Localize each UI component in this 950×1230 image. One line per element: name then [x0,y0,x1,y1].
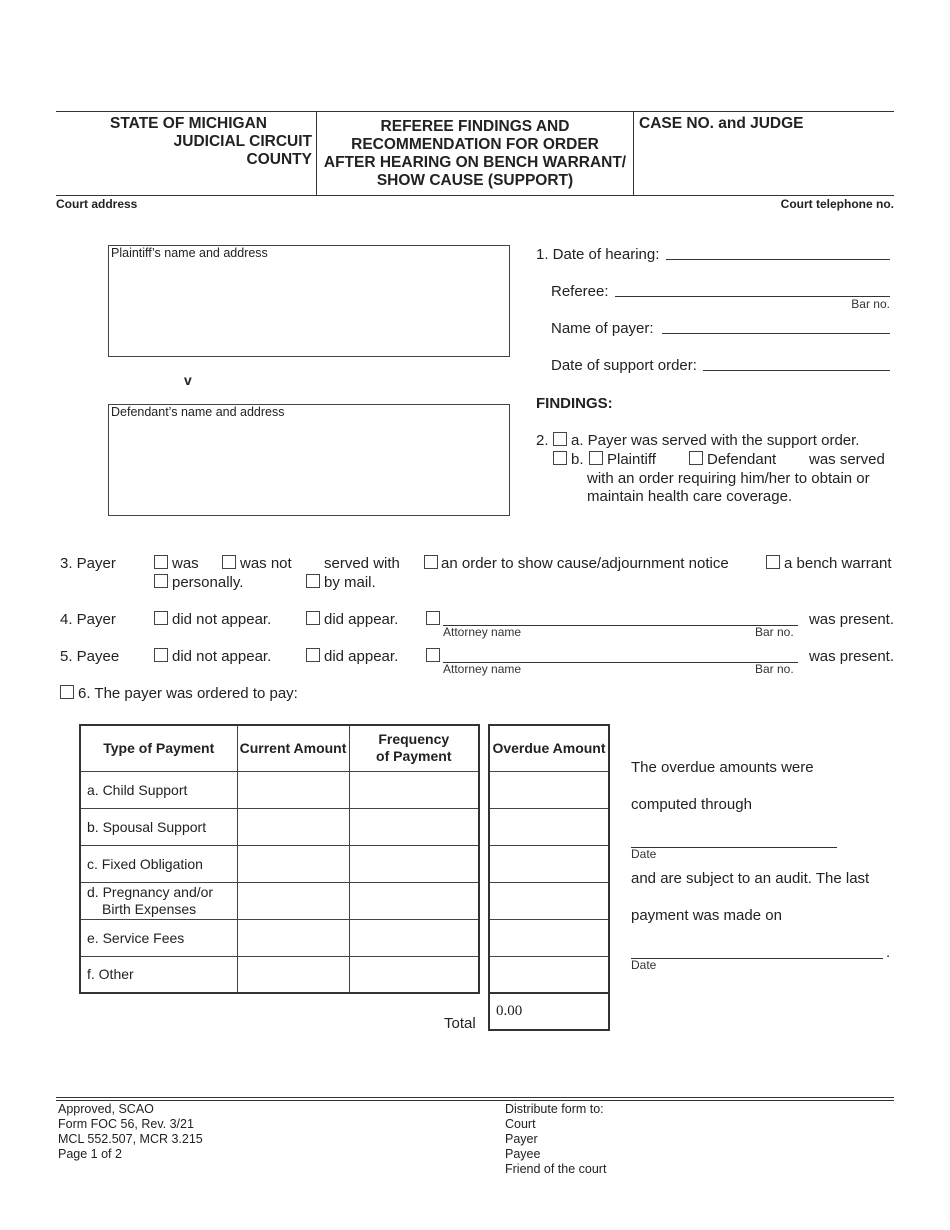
item3-label: 3. Payer [60,555,116,572]
overdue-amount-cell[interactable] [489,956,609,993]
payment-table-header [80,725,479,771]
current-amount-cell[interactable] [237,882,349,919]
item2a-text: a. Payer was served with the support order. [571,432,860,449]
court-address-label: Court address [56,197,138,211]
name-of-payer-label: Name of payer: [551,320,654,337]
item2-number: 2. [536,432,549,449]
current-amount-cell[interactable] [237,771,349,808]
table-row [80,845,479,882]
item3-was-checkbox[interactable] [154,555,168,569]
item4-did-appear-checkbox[interactable] [306,611,320,625]
frequency-cell[interactable] [349,808,479,845]
date-label-1: Date [631,847,657,861]
name-of-payer-field[interactable] [662,333,890,334]
circuit-label: JUDICIAL CIRCUIT [173,133,312,150]
frequency-cell[interactable] [349,919,479,956]
last-payment-date-field[interactable] [631,958,883,959]
overdue-line1: The overdue amounts were [631,759,814,776]
overdue-amount-cell[interactable] [489,808,609,845]
item2b-defendant-label: Defendant [707,451,777,468]
item5-was-present: was present. [808,648,894,665]
item3-by-mail-label: by mail. [324,574,376,591]
overdue-table [488,724,610,1031]
item5-did-not-appear-label: did not appear. [172,648,272,665]
item4-attorney-checkbox[interactable] [426,611,440,625]
item3-was-label: was [172,555,199,572]
item3-bench-warrant-checkbox[interactable] [766,555,780,569]
item3-by-mail-checkbox[interactable] [306,574,320,588]
overdue-line2: computed through [631,796,752,813]
header-frequency: Frequency of Payment [349,725,479,771]
overdue-amount-cell[interactable] [489,845,609,882]
table-row [80,808,479,845]
table-row [80,919,479,956]
date-of-support-order-field[interactable] [703,370,890,371]
item2b-plaintiff-checkbox[interactable] [589,451,603,465]
period: . [886,944,891,961]
header-type-of-payment: Type of Payment [80,725,237,771]
defendant-box[interactable] [108,404,510,516]
plaintiff-box[interactable] [108,245,510,357]
item4-did-not-appear-checkbox[interactable] [154,611,168,625]
date-of-hearing-field[interactable] [666,259,890,260]
item5-did-appear-label: did appear. [324,648,399,665]
total-label: Total [444,1015,476,1032]
header-current-amount: Current Amount [237,725,349,771]
computed-through-date-field[interactable] [631,847,837,848]
current-amount-cell[interactable] [237,808,349,845]
item3-was-not-label: was not [240,555,292,572]
defendant-label: Defendant’s name and address [111,405,285,419]
county-label: COUNTY [246,151,312,168]
item4-did-not-appear-label: did not appear. [172,611,272,628]
item5-label: 5. Payee [60,648,120,665]
date-label-2: Date [631,958,657,972]
item3-bench-warrant-label: a bench warrant [784,555,892,572]
current-amount-cell[interactable] [237,919,349,956]
footer-left: Approved, SCAO Form FOC 56, Rev. 3/21 MCL 552.507, MCR 3.215 Page 1 of 2 [58,1102,203,1161]
item2b-checkbox[interactable] [553,451,567,465]
item2-line3: maintain health care coverage. [587,488,793,505]
item2b-label: b. [571,451,584,468]
item2b-was-served: was served [809,451,885,468]
item4-attorney-name-label: Attorney name [443,625,522,639]
item6-checkbox[interactable] [60,685,74,699]
item3-was-not-checkbox[interactable] [222,555,236,569]
item2b-plaintiff-label: Plaintiff [607,451,656,468]
row-label-other: f. Other [80,956,237,993]
date-of-support-order-label: Date of support order: [551,357,697,374]
table-row [80,882,479,919]
overdue-amount-cell[interactable] [489,919,609,956]
frequency-cell[interactable] [349,882,479,919]
item4-was-present: was present. [808,611,894,628]
item5-did-not-appear-checkbox[interactable] [154,648,168,662]
item3-personally-label: personally. [172,574,244,591]
form-title: REFEREE FINDINGS AND RECOMMENDATION FOR ORDER AFTER HEARING ON BENCH WARRANT/ SHOW CAUSE (SUPPORT) [323,118,627,189]
overdue-line4: payment was made on [631,907,782,924]
item3-show-cause-label: an order to show cause/adjournment notice [441,555,729,572]
overdue-amount-cell[interactable] [489,882,609,919]
overdue-amount-cell[interactable] [489,771,609,808]
frequency-cell[interactable] [349,956,479,993]
item5-attorney-name-label: Attorney name [443,662,522,676]
referee-label: Referee: [551,283,609,300]
item3-personally-checkbox[interactable] [154,574,168,588]
item5-attorney-checkbox[interactable] [426,648,440,662]
referee-bar-no-label: Bar no. [851,297,890,311]
row-label-pregnancy: d. Pregnancy and/or Birth Expenses [80,882,237,919]
header-overdue-amount: Overdue Amount [489,725,609,771]
item2a-checkbox[interactable] [553,432,567,446]
court-phone-label: Court telephone no. [780,197,894,211]
total-value[interactable]: 0.00 [489,993,609,1030]
row-label-service-fees: e. Service Fees [80,919,237,956]
row-label-spousal-support: b. Spousal Support [80,808,237,845]
item2b-defendant-checkbox[interactable] [689,451,703,465]
item3-served-with-label: served with [324,555,400,572]
row-label-fixed-obligation: c. Fixed Obligation [80,845,237,882]
current-amount-cell[interactable] [237,845,349,882]
current-amount-cell[interactable] [237,956,349,993]
item5-bar-no-label: Bar no. [755,662,794,676]
versus-label: v [184,372,192,388]
item2-line2: with an order requiring him/her to obtain or [587,470,870,487]
item4-did-appear-label: did appear. [324,611,399,628]
row-label-child-support: a. Child Support [80,771,237,808]
table-row [80,771,479,808]
table-row [80,956,479,993]
footer-distribution: Distribute form to: Court Payer Payee Friend of the court [505,1102,607,1176]
item5-did-appear-checkbox[interactable] [306,648,320,662]
referee-field[interactable] [615,296,890,297]
date-of-hearing-label: 1. Date of hearing: [536,246,660,263]
findings-heading: FINDINGS: [536,395,613,412]
item6-label: 6. The payer was ordered to pay: [78,685,298,702]
plaintiff-label: Plaintiff’s name and address [111,246,268,260]
frequency-cell[interactable] [349,771,479,808]
item3-show-cause-checkbox[interactable] [424,555,438,569]
overdue-line3: and are subject to an audit. The last [631,870,870,887]
frequency-cell[interactable] [349,845,479,882]
state-label: STATE OF MICHIGAN [110,115,267,132]
item4-bar-no-label: Bar no. [755,625,794,639]
case-no-label: CASE NO. and JUDGE [639,115,804,132]
payment-table [79,724,480,994]
item4-label: 4. Payer [60,611,116,628]
